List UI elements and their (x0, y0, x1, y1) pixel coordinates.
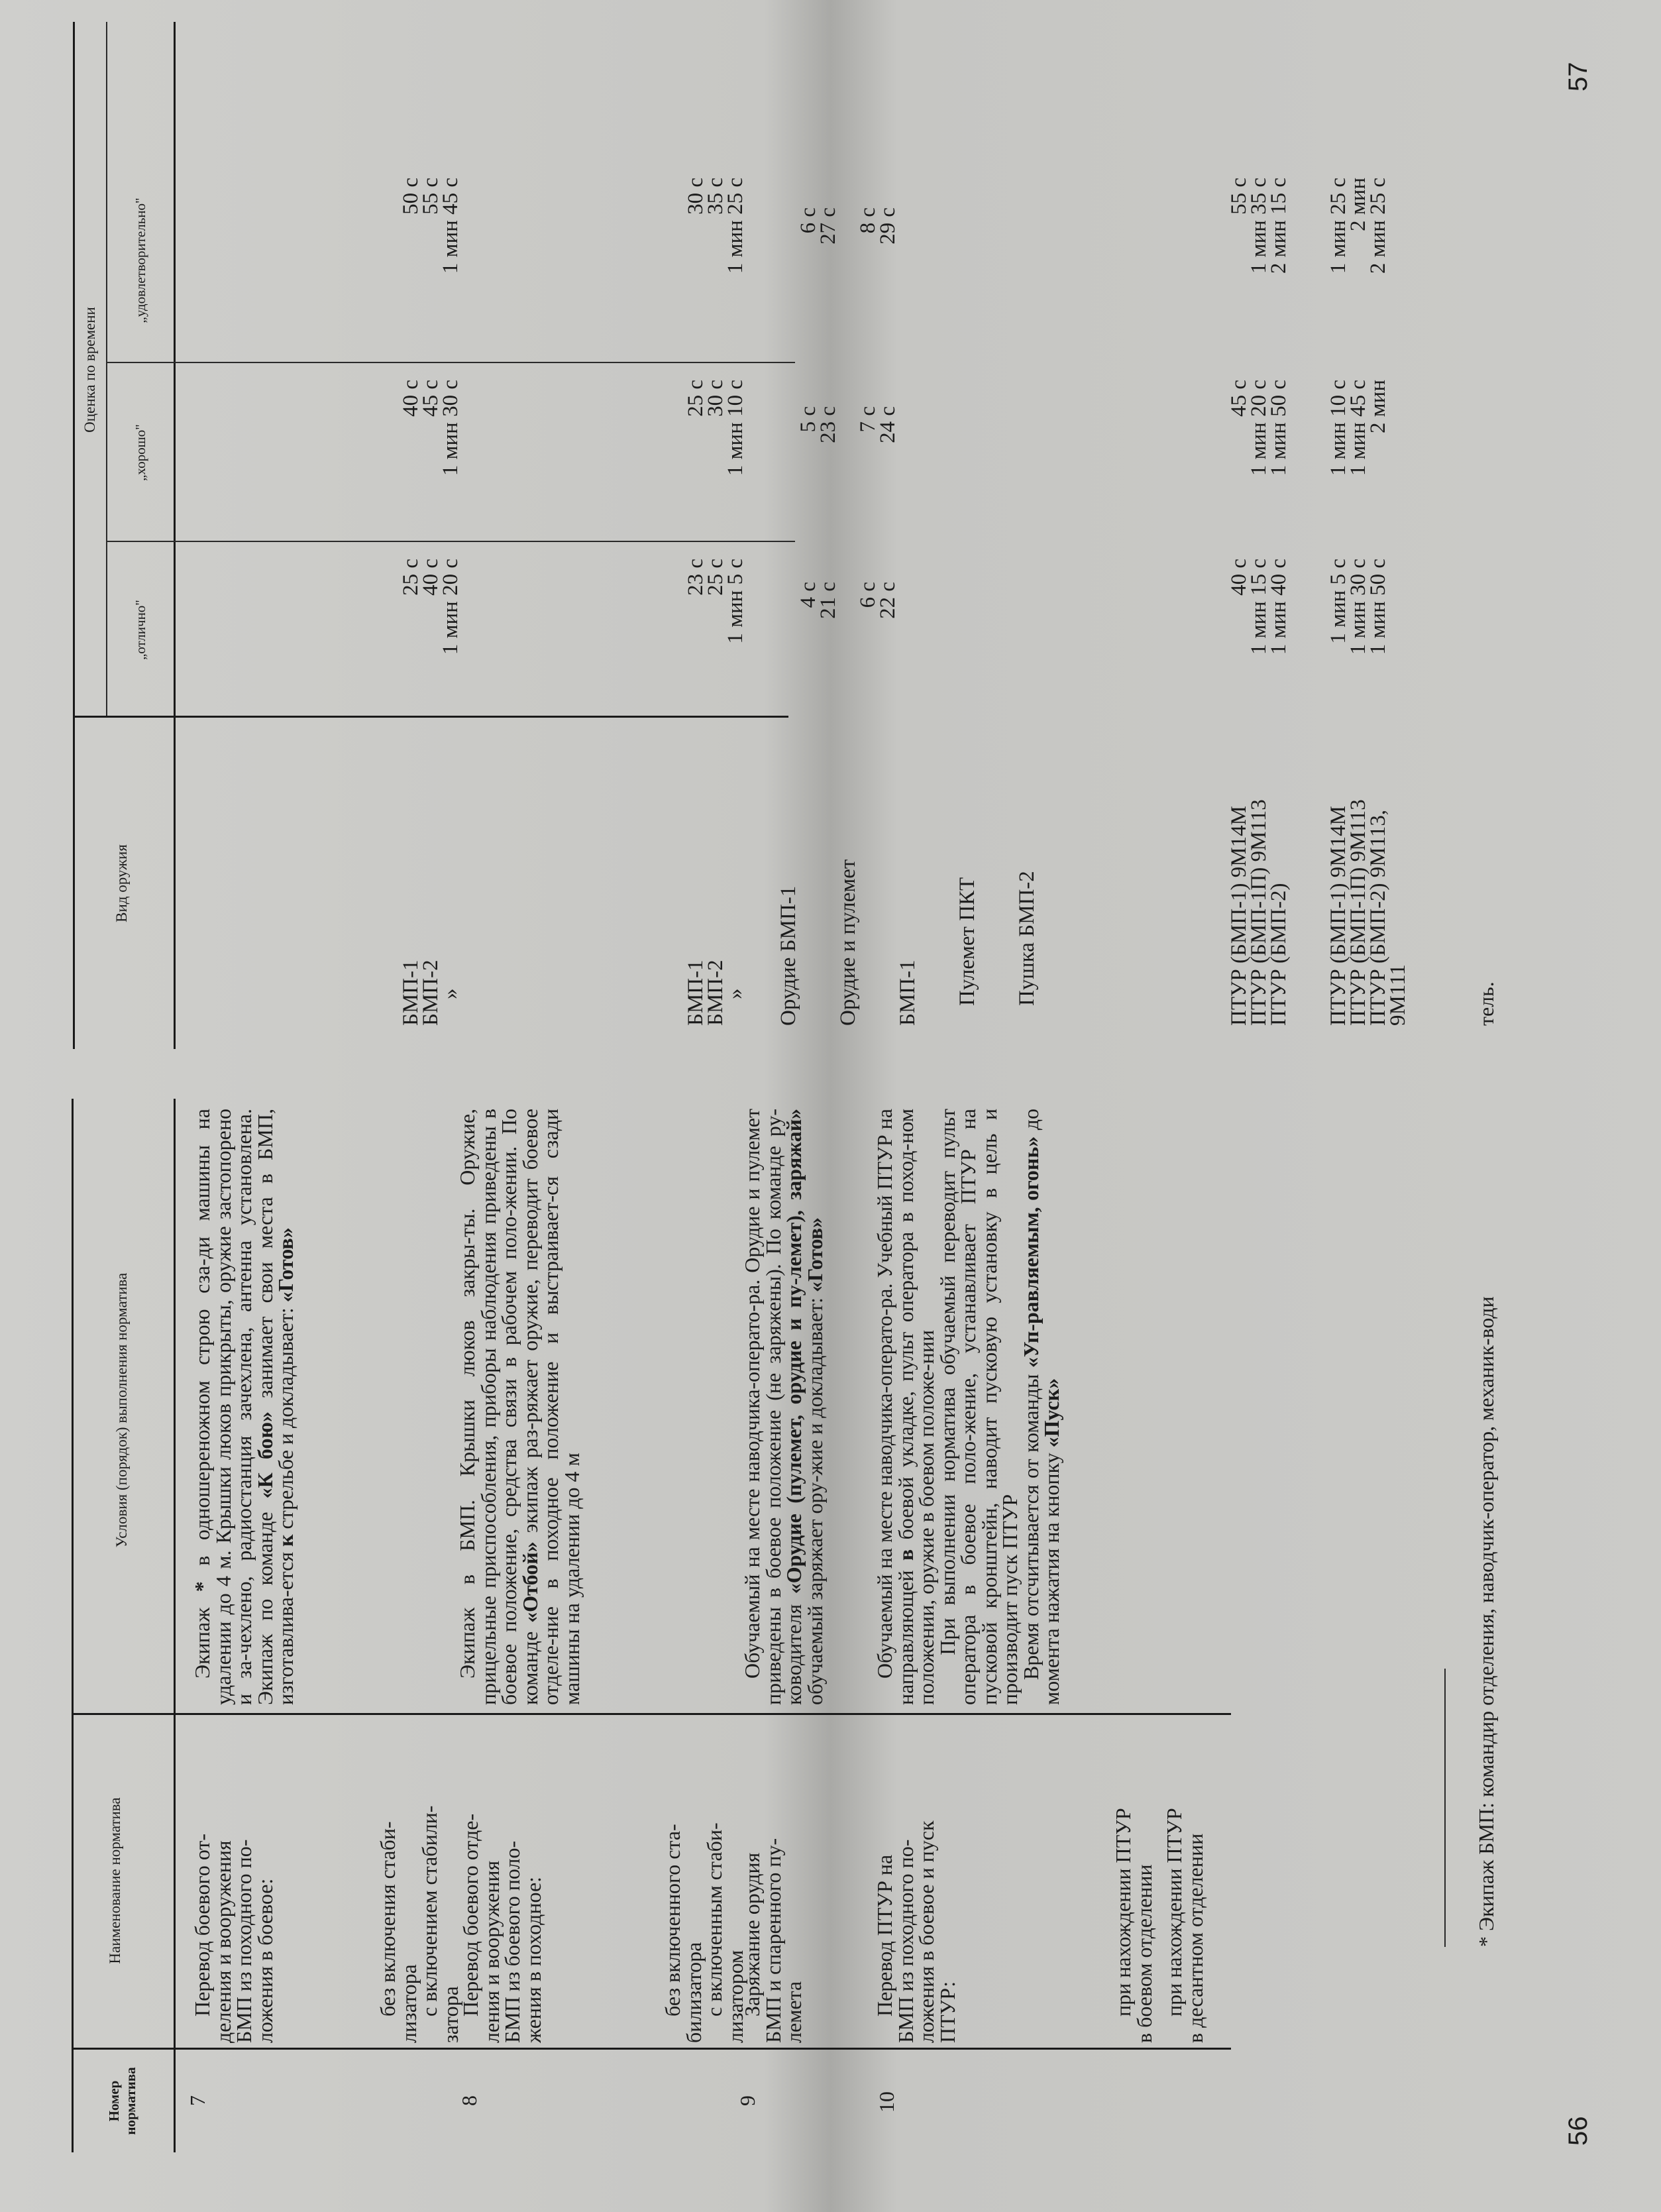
row-subitems: без включенного ста- билизатора с включенным стаби- лизатором (661, 1822, 747, 2043)
header-weapon: Вид оружия (113, 844, 130, 922)
row-subitems: при нахождении ПТУР в боевом отделении при нахождении ПТУР в десантном отделении (1111, 1808, 1207, 2043)
header-good: „хорошо" (133, 424, 148, 481)
weapon-list: БМП-1 БМП-2 » (399, 960, 462, 1026)
right-header-rule (174, 22, 176, 1049)
time-good: 25 с 30 с 1 мин 10 с (684, 380, 747, 476)
header-name: Наименование норматива (107, 1797, 123, 1964)
row-name: Перевод боевого от- деления и вооружения БМП из походного по- ложения в боевое: (190, 1833, 277, 2043)
weapon-list: ПТУР (БМП-1) 9М14М ПТУР (БМП-1П) 9М113 ПТУР (БМП-2) ПТУР (БМП-1) 9М14М ПТУР (БМП-1П) 9М113 ПТУР (БМП-2) 9М113, 9М111 (1227, 799, 1410, 1026)
right-top-rule (73, 22, 75, 1049)
footnote: * Экипаж БМП: командир отделения, наводчик-оператор, механик-води (1474, 1296, 1498, 1947)
footnote-rule (1444, 1669, 1446, 1947)
row-name: Перевод ПТУР на БМП из походного по- ложения в боевое и пуск ПТУР: (873, 1820, 959, 2043)
time-excellent: 23 с 25 с 1 мин 5 с (684, 559, 747, 644)
row-name: Перевод боевого отде- ления и вооружения БМП из боевого поло- жения в походное: (458, 1813, 545, 2043)
right-col-divider-sat (106, 362, 795, 363)
time-satisfactory: 30 с 35 с 1 мин 25 с (684, 178, 747, 274)
left-col-divider-1 (72, 2048, 1231, 2050)
left-top-rule (72, 1099, 74, 2152)
time-satisfactory: 50 с 55 с 1 мин 45 с (399, 178, 462, 274)
row-conditions: Экипаж в БМП. Крышки люков закры-ты. Оружие, прицельные приспособления, приборы наблюдения приведены в боевое положение, средства связи в рабочем поло-жении. По команде «Отбой» экипаж раз-ряжает оружие, переводит боевое отделе-ние в походное положение и выстраивает-ся сзади машины на удалении до 4 м (455, 1109, 584, 1705)
row-number: 8 (457, 2095, 481, 2106)
header-number: Номер норматива (106, 2067, 138, 2135)
right-col-divider-weapon (73, 716, 788, 718)
left-col-divider-2 (72, 1713, 1231, 1715)
footnote-continuation: тель. (1474, 981, 1498, 1026)
weapon-list: БМП-1 БМП-2 » (684, 960, 747, 1026)
header-conditions: Условия (порядок) выполнения норматива (113, 1272, 130, 1548)
row-number: 9 (735, 2095, 759, 2106)
right-col-divider-good (106, 541, 795, 542)
weapon-list: Орудие БМП-1 Орудие и пулемет БМП-1 Пулемет ПКТ Пушка БМП-2 (777, 859, 1039, 1026)
time-excellent: 40 с 1 мин 15 с 1 мин 40 с 1 мин 5 с 1 мин 30 с 1 мин 50 с (1227, 559, 1390, 655)
header-satisfactory: „удовлетворительно" (133, 197, 148, 323)
page-number-right: 57 (1564, 62, 1593, 91)
time-satisfactory: 55 с 1 мин 35 с 2 мин 15 с 1 мин 25 с 2 мин 2 мин 25 с (1227, 178, 1390, 274)
time-good: 5 с 23 с 7 с 24 с (796, 406, 900, 443)
time-excellent: 25 с 40 с 1 мин 20 с (399, 559, 462, 655)
header-evaluation: Оценка по времени (81, 307, 98, 433)
row-conditions: Обучаемый на месте наводчика-операто-ра. Учебный ПТУР на направляющей в боевой укладке, пульт оператора в поход-ном положении, оружие в боевом положе-нии При выполнении норматива обучаемый переводит пульт оператора в боевое поло-жение, устанавливает ПТУР на пусковой кронштейн, наводит пусковую установку в цель и производит пуск ПТУР Время отсчитывается от команды «Уп-равляемым, огонь» до момента нажатия на кнопку «Пуск» (873, 1108, 1063, 1705)
left-header-rule (174, 1099, 176, 2152)
page-number-left: 56 (1564, 2116, 1593, 2146)
time-excellent: 4 с 21 с 6 с 22 с (796, 582, 900, 619)
time-good: 45 с 1 мин 20 с 1 мин 50 с 1 мин 10 с 1 мин 45 с 2 мин (1227, 380, 1390, 476)
row-number: 10 (875, 2091, 898, 2113)
row-conditions: Обучаемый на месте наводчика-операто-ра. Орудие и пулемет приведены в боевое положение (не заряжены). По команде ру-ководителя «Орудие (пулемет, орудие и пу-лемет), заряжай» обучаемый заряжает ору-жие и докладывает: «Готов» (740, 1108, 827, 1705)
time-satisfactory: 6 с 27 с 8 с 29 с (796, 207, 900, 245)
row-conditions: Экипаж * в одношереножном строю сза-ди машины на удалении до 4 м. Крышки люков прикрыты, оружие застопорено и за-чехлено, радиостанция зачехлена, антенна установлена. Экипаж по команде «К бою» занимает свои места в БМП, изготавлива-ется к стрельбе и докладывает: «Готов» (190, 1108, 297, 1705)
time-good: 40 с 45 с 1 мин 30 с (399, 380, 462, 476)
right-eval-subheader-rule (106, 22, 107, 718)
row-name: Заряжание орудия БМП и спаренного пу- лемета (740, 1838, 806, 2043)
row-subitems: без включения стаби- лизатора с включением стабили- затора (376, 1805, 462, 2043)
header-excellent: „отлично" (133, 600, 148, 660)
row-number: 7 (186, 2095, 209, 2106)
